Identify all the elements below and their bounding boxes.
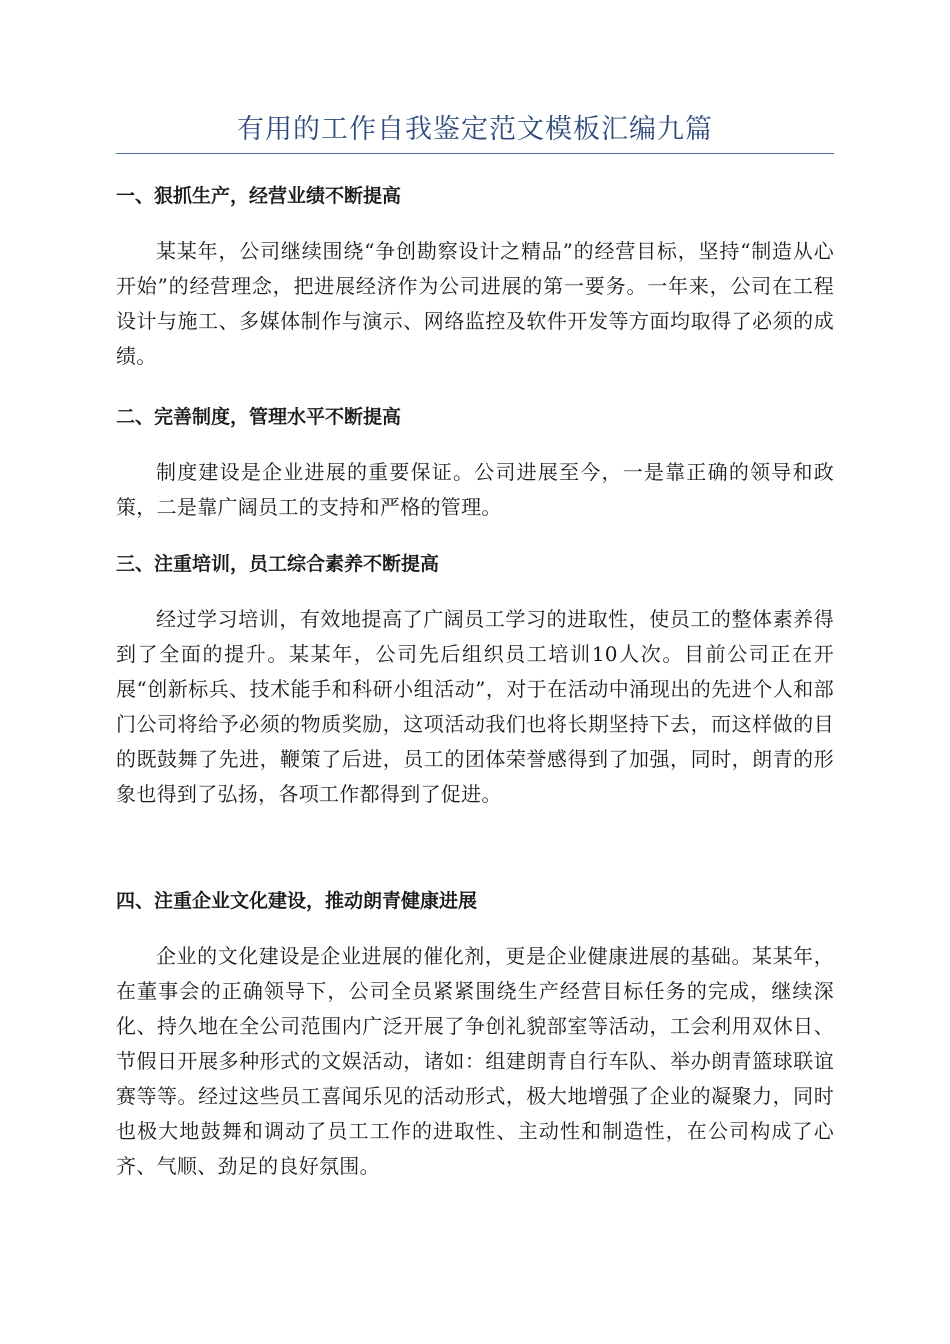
section-paragraph: 制度建设是企业进展的重要保证。公司进展至今，一是靠正确的领导和政策，二是靠广阔员工的支持和严格的管理。 [116,460,834,519]
section-1 [116,182,834,374]
title-underline [116,153,834,154]
section-heading: 一、狠抓生产，经营业绩不断提高 [116,185,402,207]
section-heading: 二、完善制度，管理水平不断提高 [116,406,402,428]
section-4 [116,887,834,1184]
section-3 [116,550,834,812]
section-2 [116,403,834,525]
section-heading: 三、注重培训，员工综合素养不断提高 [116,553,440,575]
section-heading: 四、注重企业文化建设，推动朗青健康进展 [116,890,478,912]
document-title: 有用的工作自我鉴定范文模板汇编九篇 [237,114,713,145]
section-paragraph: 某某年，公司继续围绕“争创勘察设计之精品”的经营目标，坚持“制造从心开始”的经营理念，把进展经济作为公司进展的第一要务。一年来，公司在工程设计与施工、多媒体制作与演示、网络监控及软件开发等方面均取得了必须的成绩。 [116,239,834,368]
section-paragraph: 经过学习培训，有效地提高了广阔员工学习的进取性，使员工的整体素养得到了全面的提升。某某年，公司先后组织员工培训10人次。目前公司正在开展“创新标兵、技术能手和科研小组活动”，对于在活动中涌现出的先进个人和部门公司将给予必须的物质奖励，这项活动我们也将长期坚持下去，而这样做的目的既鼓舞了先进，鞭策了后进，员工的团体荣誉感得到了加强，同时，朗青的形象也得到了弘扬，各项工作都得到了促进。 [116,607,834,806]
section-paragraph: 企业的文化建设是企业进展的催化剂，更是企业健康进展的基础。某某年，在董事会的正确领导下，公司全员紧紧围绕生产经营目标任务的完成，继续深化、持久地在全公司范围内广泛开展了争创礼貌部室等活动，工会利用双休日、节假日开展多种形式的文娱活动，诸如：组建朗青自行车队、举办朗青篮球联谊赛等等。经过这些员工喜闻乐见的活动形式，极大地增强了企业的凝聚力，同时也极大地鼓舞和调动了员工工作的进取性、主动性和制造性，在公司构成了心齐、气顺、劲足的良好氛围。 [116,944,834,1178]
